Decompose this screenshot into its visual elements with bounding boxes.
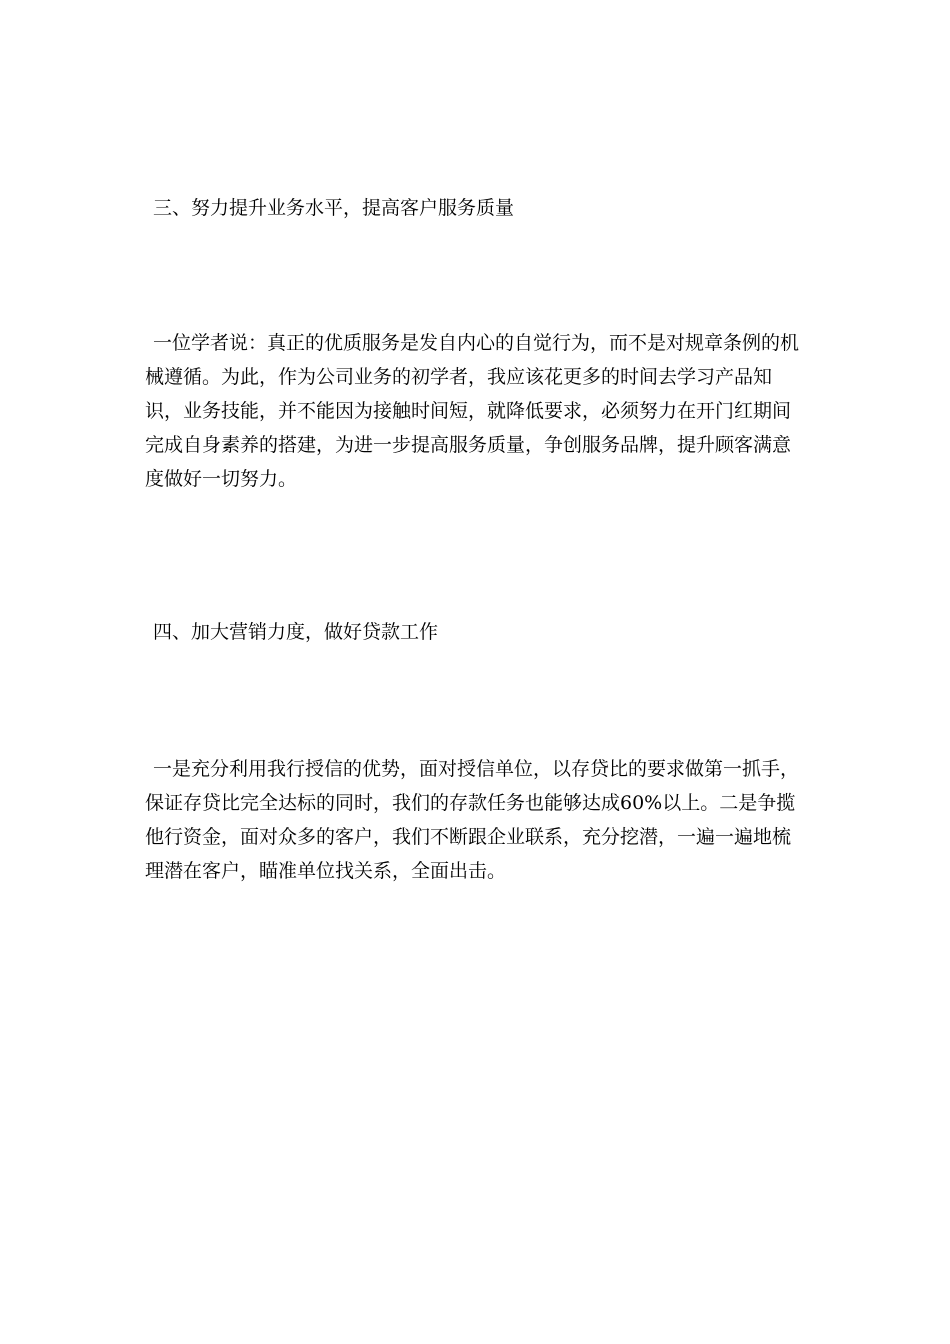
section-paragraph-3 [145, 326, 807, 496]
paragraph-indent [145, 332, 153, 354]
section-heading-4: 四、加大营销力度，做好贷款工作 [153, 621, 439, 643]
section-paragraph-4 [145, 752, 807, 888]
section-heading-3: 三、努力提升业务水平，提高客户服务质量 [153, 197, 515, 219]
section-paragraph-3-text: 一位学者说：真正的优质服务是发自内心的自觉行为，而不是对规章条例的机械遵循。为此，作为公司业务的初学者，我应该花更多的时间去学习产品知识，业务技能，并不能因为接触时间短，就降低要求，必须努力在开门红期间完成自身素养的搭建，为进一步提高服务质量，争创服务品牌，提升顾客满意度做好一切努力。 [145, 332, 800, 490]
paragraph-indent [145, 758, 153, 780]
section-paragraph-4-text: 一是充分利用我行授信的优势，面对授信单位，以存贷比的要求做第一抓手，保证存贷比完全达标的同时，我们的存款任务也能够达成60%以上。二是争揽他行资金，面对众多的客户，我们不断跟企业联系，充分挖潜，一遍一遍地梳理潜在客户，瞄准单位找关系，全面出击。 [145, 758, 800, 882]
